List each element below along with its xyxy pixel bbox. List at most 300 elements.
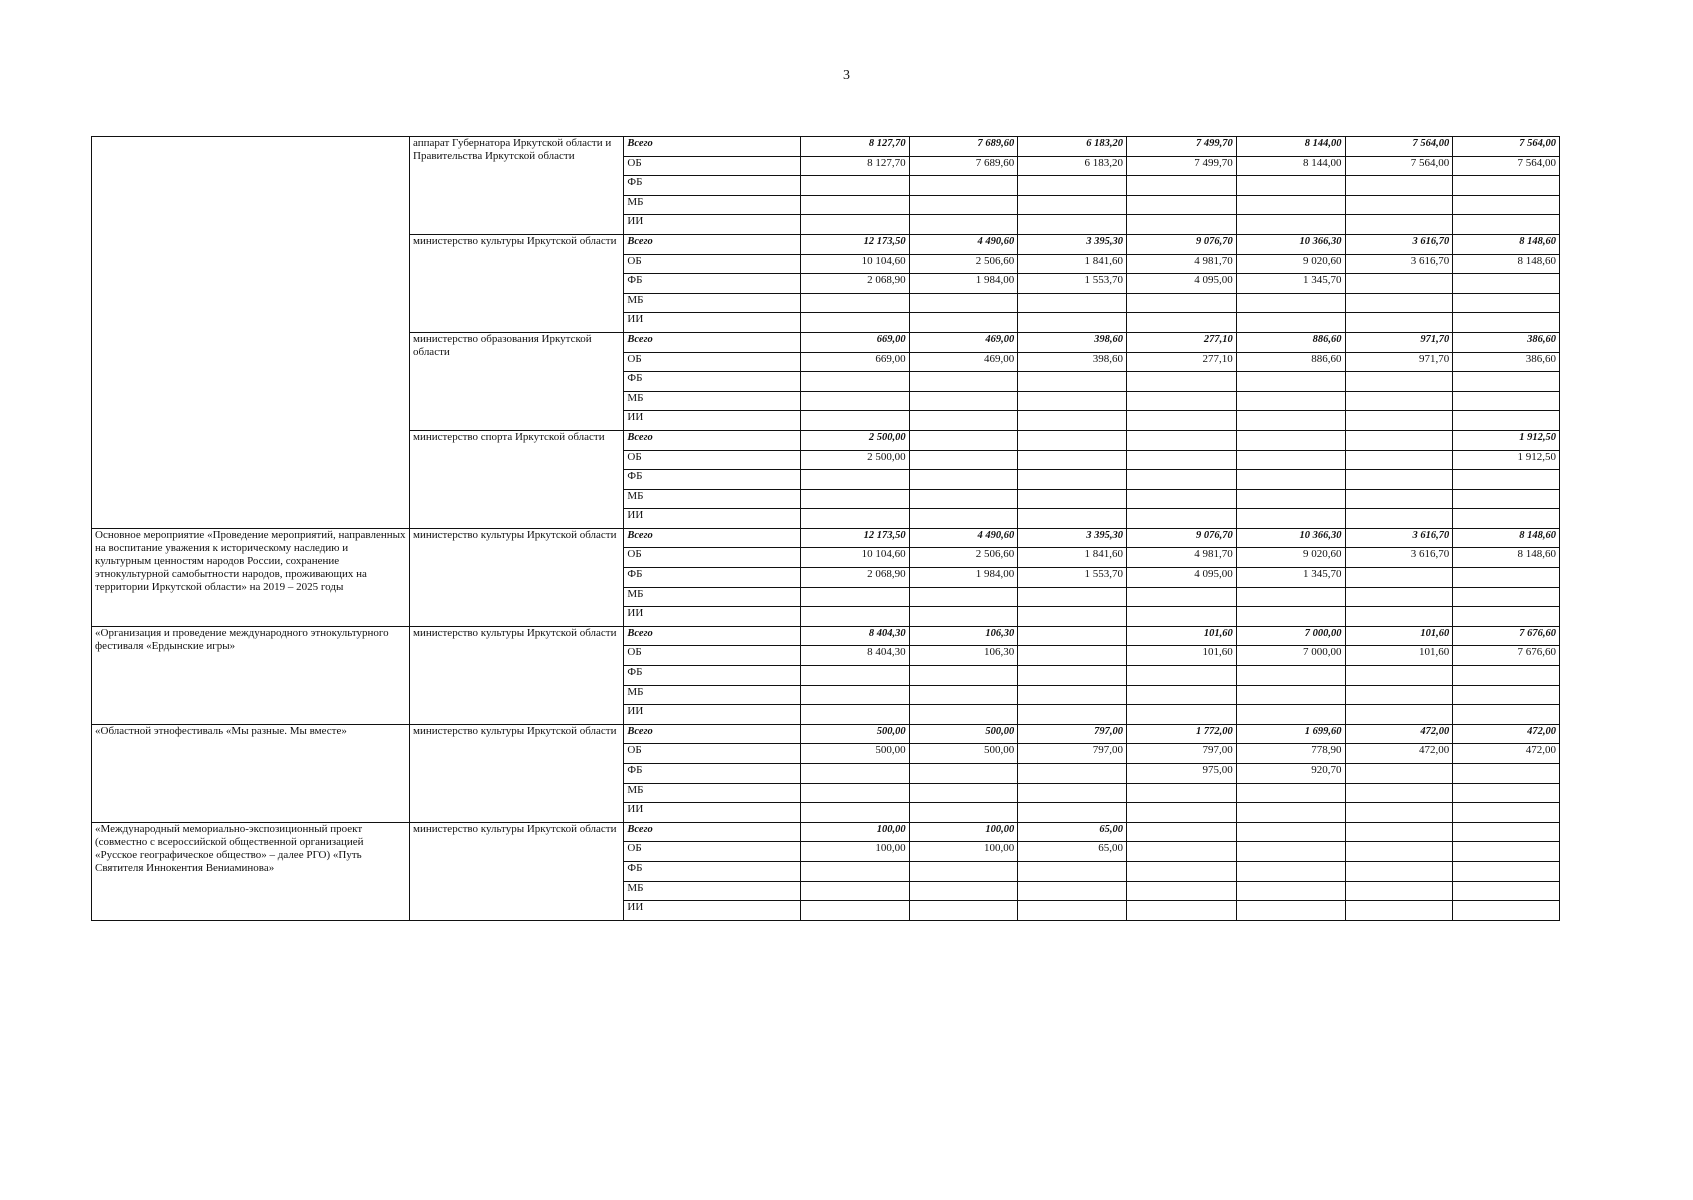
value-cell: 65,00 (1018, 822, 1127, 842)
value-cell (1018, 587, 1127, 607)
value-cell (1345, 881, 1453, 901)
value-cell (1453, 822, 1560, 842)
value-cell: 1 345,70 (1236, 274, 1345, 294)
value-cell: 398,60 (1018, 332, 1127, 352)
funding-source-cell: ОБ (624, 744, 800, 764)
value-cell (909, 215, 1018, 235)
measure-name-cell: «Организация и проведение международного этнокультурного фестиваля «Ердынские игры» (92, 626, 410, 724)
value-cell (909, 176, 1018, 196)
value-cell (909, 509, 1018, 529)
value-cell (1236, 587, 1345, 607)
value-cell (1127, 411, 1237, 431)
value-cell: 8 404,30 (800, 646, 909, 666)
value-cell: 10 104,60 (800, 254, 909, 274)
value-cell (800, 705, 909, 725)
value-cell (1127, 509, 1237, 529)
value-cell: 101,60 (1345, 626, 1453, 646)
value-cell: 2 500,00 (800, 450, 909, 470)
value-cell (1345, 313, 1453, 333)
value-cell (1345, 470, 1453, 490)
value-cell (1236, 881, 1345, 901)
value-cell (1127, 450, 1237, 470)
value-cell: 100,00 (800, 822, 909, 842)
value-cell (1453, 861, 1560, 881)
value-cell (1236, 607, 1345, 627)
value-cell: 4 095,00 (1127, 274, 1237, 294)
funding-source-cell: ОБ (624, 646, 800, 666)
value-cell (800, 176, 909, 196)
value-cell: 500,00 (800, 744, 909, 764)
value-cell (800, 195, 909, 215)
value-cell: 10 366,30 (1236, 528, 1345, 548)
value-cell (1018, 666, 1127, 686)
value-cell: 472,00 (1453, 724, 1560, 744)
value-cell (1236, 215, 1345, 235)
value-cell (909, 470, 1018, 490)
value-cell (1345, 195, 1453, 215)
value-cell (1018, 861, 1127, 881)
value-cell (909, 450, 1018, 470)
funding-source-cell: МБ (624, 195, 800, 215)
value-cell: 500,00 (909, 724, 1018, 744)
value-cell: 1 984,00 (909, 274, 1018, 294)
value-cell (1345, 685, 1453, 705)
value-cell (909, 195, 1018, 215)
funding-source-cell: ИИ (624, 411, 800, 431)
value-cell (1236, 450, 1345, 470)
value-cell: 106,30 (909, 626, 1018, 646)
value-cell (1345, 587, 1453, 607)
value-cell (1018, 509, 1127, 529)
funding-source-cell: ОБ (624, 352, 800, 372)
value-cell (1345, 822, 1453, 842)
funding-source-cell: Всего (624, 234, 800, 254)
table-row (92, 626, 1560, 646)
value-cell (1236, 293, 1345, 313)
measure-name-cell (92, 137, 410, 529)
value-cell: 7 676,60 (1453, 646, 1560, 666)
executor-name-cell: министерство культуры Иркутской области (410, 234, 624, 332)
value-cell: 1 841,60 (1018, 254, 1127, 274)
value-cell: 8 144,00 (1236, 137, 1345, 157)
value-cell (1345, 215, 1453, 235)
value-cell: 1 699,60 (1236, 724, 1345, 744)
value-cell (1127, 372, 1237, 392)
value-cell (1345, 607, 1453, 627)
value-cell (800, 372, 909, 392)
value-cell: 3 616,70 (1345, 528, 1453, 548)
value-cell (1018, 293, 1127, 313)
value-cell (1453, 685, 1560, 705)
funding-source-cell: ОБ (624, 156, 800, 176)
value-cell: 500,00 (909, 744, 1018, 764)
funding-source-cell: ФБ (624, 666, 800, 686)
funding-source-cell: МБ (624, 881, 800, 901)
value-cell (1127, 901, 1237, 921)
value-cell: 386,60 (1453, 352, 1560, 372)
value-cell: 472,00 (1345, 744, 1453, 764)
funding-source-cell: МБ (624, 293, 800, 313)
value-cell (1236, 783, 1345, 803)
value-cell: 2 500,00 (800, 430, 909, 450)
value-cell (1018, 607, 1127, 627)
value-cell (1127, 822, 1237, 842)
value-cell (800, 215, 909, 235)
value-cell (1236, 861, 1345, 881)
value-cell (1236, 313, 1345, 333)
value-cell (800, 901, 909, 921)
funding-source-cell: ИИ (624, 215, 800, 235)
value-cell (1127, 215, 1237, 235)
value-cell (1018, 195, 1127, 215)
value-cell (1453, 901, 1560, 921)
value-cell: 8 127,70 (800, 156, 909, 176)
value-cell (1127, 685, 1237, 705)
page-number: 3 (843, 68, 850, 83)
value-cell: 9 076,70 (1127, 528, 1237, 548)
value-cell (1018, 764, 1127, 784)
value-cell (909, 764, 1018, 784)
value-cell (1127, 489, 1237, 509)
value-cell: 1 841,60 (1018, 548, 1127, 568)
funding-source-cell: МБ (624, 587, 800, 607)
value-cell: 7 564,00 (1453, 156, 1560, 176)
value-cell: 886,60 (1236, 332, 1345, 352)
value-cell (1345, 842, 1453, 862)
value-cell (1345, 391, 1453, 411)
value-cell (800, 470, 909, 490)
value-cell (1127, 783, 1237, 803)
value-cell: 3 395,30 (1018, 234, 1127, 254)
value-cell (1127, 430, 1237, 450)
value-cell: 971,70 (1345, 332, 1453, 352)
value-cell (1345, 803, 1453, 823)
funding-source-cell: ФБ (624, 861, 800, 881)
value-cell (1236, 705, 1345, 725)
value-cell (1453, 176, 1560, 196)
value-cell (1453, 391, 1560, 411)
value-cell: 1 912,50 (1453, 430, 1560, 450)
value-cell (1236, 372, 1345, 392)
funding-source-cell: Всего (624, 430, 800, 450)
value-cell (1127, 313, 1237, 333)
value-cell: 669,00 (800, 332, 909, 352)
funding-source-cell: Всего (624, 332, 800, 352)
value-cell: 101,60 (1127, 626, 1237, 646)
value-cell (1345, 176, 1453, 196)
value-cell (1018, 803, 1127, 823)
value-cell (1345, 293, 1453, 313)
funding-source-cell: Всего (624, 724, 800, 744)
table-row (92, 724, 1560, 744)
value-cell: 8 148,60 (1453, 234, 1560, 254)
funding-source-cell: ФБ (624, 176, 800, 196)
funding-source-cell: МБ (624, 391, 800, 411)
value-cell (1345, 705, 1453, 725)
value-cell (1453, 705, 1560, 725)
executor-name-cell: министерство спорта Иркутской области (410, 430, 624, 528)
table-row (92, 137, 1560, 157)
value-cell (909, 705, 1018, 725)
value-cell: 4 490,60 (909, 528, 1018, 548)
value-cell: 7 000,00 (1236, 646, 1345, 666)
value-cell (1345, 568, 1453, 588)
value-cell (909, 411, 1018, 431)
value-cell (1453, 195, 1560, 215)
value-cell (909, 803, 1018, 823)
value-cell (1345, 783, 1453, 803)
value-cell (1345, 430, 1453, 450)
value-cell: 1 345,70 (1236, 568, 1345, 588)
executor-name-cell: министерство культуры Иркутской области (410, 626, 624, 724)
value-cell (909, 489, 1018, 509)
value-cell (800, 803, 909, 823)
value-cell: 797,00 (1018, 744, 1127, 764)
funding-source-cell: ОБ (624, 450, 800, 470)
value-cell: 1 553,70 (1018, 274, 1127, 294)
funding-source-cell: ИИ (624, 803, 800, 823)
value-cell (800, 607, 909, 627)
funding-source-cell: ИИ (624, 607, 800, 627)
value-cell: 920,70 (1236, 764, 1345, 784)
funding-source-cell: ФБ (624, 764, 800, 784)
value-cell (1236, 509, 1345, 529)
measure-name-cell: Основное мероприятие «Проведение мероприятий, направленных на воспитание уважения к историческому наследию и культурным ценностям народов России, сохранение этнокультурной самобытности народов, проживающих на территории Иркутской области» на 2019 – 2025 годы (92, 528, 410, 626)
value-cell: 100,00 (800, 842, 909, 862)
funding-source-cell: ФБ (624, 372, 800, 392)
value-cell: 4 490,60 (909, 234, 1018, 254)
value-cell: 277,10 (1127, 332, 1237, 352)
funding-source-cell: ИИ (624, 705, 800, 725)
value-cell (1453, 568, 1560, 588)
funding-source-cell: МБ (624, 783, 800, 803)
funding-source-cell: ИИ (624, 313, 800, 333)
value-cell (909, 666, 1018, 686)
value-cell: 7 000,00 (1236, 626, 1345, 646)
value-cell: 277,10 (1127, 352, 1237, 372)
value-cell (1236, 430, 1345, 450)
value-cell: 398,60 (1018, 352, 1127, 372)
value-cell (1345, 901, 1453, 921)
value-cell (1453, 215, 1560, 235)
value-cell (1453, 764, 1560, 784)
value-cell (1453, 470, 1560, 490)
value-cell (1127, 176, 1237, 196)
executor-name-cell: министерство образования Иркутской области (410, 332, 624, 430)
value-cell: 7 689,60 (909, 137, 1018, 157)
value-cell (1345, 666, 1453, 686)
value-cell: 4 981,70 (1127, 254, 1237, 274)
value-cell: 472,00 (1345, 724, 1453, 744)
value-cell: 7 564,00 (1453, 137, 1560, 157)
value-cell (1236, 470, 1345, 490)
value-cell (1127, 861, 1237, 881)
value-cell (1236, 803, 1345, 823)
value-cell (1453, 372, 1560, 392)
value-cell (909, 430, 1018, 450)
funding-source-cell: ФБ (624, 470, 800, 490)
value-cell (1018, 411, 1127, 431)
value-cell: 1 772,00 (1127, 724, 1237, 744)
value-cell: 8 127,70 (800, 137, 909, 157)
value-cell (1127, 607, 1237, 627)
value-cell (1453, 803, 1560, 823)
value-cell: 6 183,20 (1018, 156, 1127, 176)
value-cell (1018, 901, 1127, 921)
value-cell (909, 372, 1018, 392)
value-cell (1236, 842, 1345, 862)
value-cell: 3 616,70 (1345, 234, 1453, 254)
value-cell: 101,60 (1127, 646, 1237, 666)
executor-name-cell: министерство культуры Иркутской области (410, 822, 624, 920)
value-cell (1018, 215, 1127, 235)
value-cell (1345, 372, 1453, 392)
value-cell: 4 095,00 (1127, 568, 1237, 588)
value-cell (1127, 803, 1237, 823)
value-cell: 500,00 (800, 724, 909, 744)
value-cell (909, 607, 1018, 627)
value-cell: 8 148,60 (1453, 254, 1560, 274)
value-cell: 2 068,90 (800, 274, 909, 294)
value-cell (909, 313, 1018, 333)
value-cell (800, 411, 909, 431)
value-cell: 10 366,30 (1236, 234, 1345, 254)
value-cell (1453, 313, 1560, 333)
funding-source-cell: Всего (624, 137, 800, 157)
value-cell (1018, 430, 1127, 450)
value-cell (1127, 881, 1237, 901)
value-cell (1236, 822, 1345, 842)
value-cell: 797,00 (1018, 724, 1127, 744)
value-cell: 7 676,60 (1453, 626, 1560, 646)
value-cell: 4 981,70 (1127, 548, 1237, 568)
funding-source-cell: ОБ (624, 254, 800, 274)
value-cell: 1 912,50 (1453, 450, 1560, 470)
value-cell (1453, 411, 1560, 431)
value-cell (1018, 685, 1127, 705)
value-cell: 8 148,60 (1453, 528, 1560, 548)
value-cell: 971,70 (1345, 352, 1453, 372)
value-cell: 469,00 (909, 332, 1018, 352)
value-cell: 886,60 (1236, 352, 1345, 372)
value-cell (909, 685, 1018, 705)
value-cell (1236, 901, 1345, 921)
measure-name-cell: «Международный мемориально-экспозиционный проект (совместно с всероссийской общественной организацией «Русское географическое общество» – далее РГО) «Путь Святителя Иннокентия Вениаминова» (92, 822, 410, 920)
value-cell: 106,30 (909, 646, 1018, 666)
value-cell: 7 564,00 (1345, 137, 1453, 157)
funding-source-cell: ОБ (624, 842, 800, 862)
value-cell (1127, 587, 1237, 607)
value-cell (1018, 626, 1127, 646)
funding-source-cell: ИИ (624, 901, 800, 921)
value-cell (800, 391, 909, 411)
value-cell (1453, 489, 1560, 509)
value-cell: 6 183,20 (1018, 137, 1127, 157)
value-cell: 100,00 (909, 822, 1018, 842)
funding-source-cell: Всего (624, 528, 800, 548)
value-cell (1453, 274, 1560, 294)
value-cell (1018, 705, 1127, 725)
value-cell: 65,00 (1018, 842, 1127, 862)
value-cell: 1 984,00 (909, 568, 1018, 588)
value-cell: 778,90 (1236, 744, 1345, 764)
value-cell (1453, 587, 1560, 607)
value-cell (909, 391, 1018, 411)
value-cell (1345, 411, 1453, 431)
value-cell (1127, 391, 1237, 411)
value-cell: 669,00 (800, 352, 909, 372)
value-cell: 100,00 (909, 842, 1018, 862)
value-cell: 9 076,70 (1127, 234, 1237, 254)
value-cell (1453, 842, 1560, 862)
value-cell: 1 553,70 (1018, 568, 1127, 588)
value-cell (800, 881, 909, 901)
value-cell (1018, 450, 1127, 470)
value-cell (800, 489, 909, 509)
value-cell (1236, 391, 1345, 411)
value-cell (1345, 489, 1453, 509)
value-cell (800, 587, 909, 607)
value-cell: 2 506,60 (909, 254, 1018, 274)
value-cell (800, 861, 909, 881)
funding-source-cell: Всего (624, 822, 800, 842)
value-cell (1345, 861, 1453, 881)
value-cell (1453, 881, 1560, 901)
table-row (92, 822, 1560, 842)
value-cell (1453, 293, 1560, 313)
value-cell: 7 499,70 (1127, 156, 1237, 176)
funding-source-cell: МБ (624, 685, 800, 705)
value-cell (1018, 646, 1127, 666)
value-cell (1236, 195, 1345, 215)
value-cell (800, 783, 909, 803)
value-cell (1236, 489, 1345, 509)
value-cell (1345, 509, 1453, 529)
value-cell (1453, 783, 1560, 803)
value-cell (1127, 666, 1237, 686)
value-cell (1453, 607, 1560, 627)
value-cell: 9 020,60 (1236, 548, 1345, 568)
value-cell: 386,60 (1453, 332, 1560, 352)
budget-table (91, 136, 1560, 921)
value-cell (800, 509, 909, 529)
value-cell (1127, 470, 1237, 490)
value-cell (1345, 450, 1453, 470)
value-cell (909, 861, 1018, 881)
value-cell: 8 144,00 (1236, 156, 1345, 176)
executor-name-cell: министерство культуры Иркутской области (410, 724, 624, 822)
value-cell: 9 020,60 (1236, 254, 1345, 274)
value-cell (800, 764, 909, 784)
value-cell (1236, 666, 1345, 686)
value-cell (909, 901, 1018, 921)
value-cell: 469,00 (909, 352, 1018, 372)
funding-source-cell: Всего (624, 626, 800, 646)
value-cell: 3 395,30 (1018, 528, 1127, 548)
value-cell (800, 685, 909, 705)
value-cell (800, 293, 909, 313)
value-cell: 3 616,70 (1345, 254, 1453, 274)
value-cell (1018, 881, 1127, 901)
value-cell (1236, 685, 1345, 705)
value-cell (800, 666, 909, 686)
value-cell (1236, 176, 1345, 196)
value-cell: 8 148,60 (1453, 548, 1560, 568)
value-cell (909, 881, 1018, 901)
value-cell (1453, 666, 1560, 686)
value-cell (1127, 195, 1237, 215)
value-cell (1018, 470, 1127, 490)
